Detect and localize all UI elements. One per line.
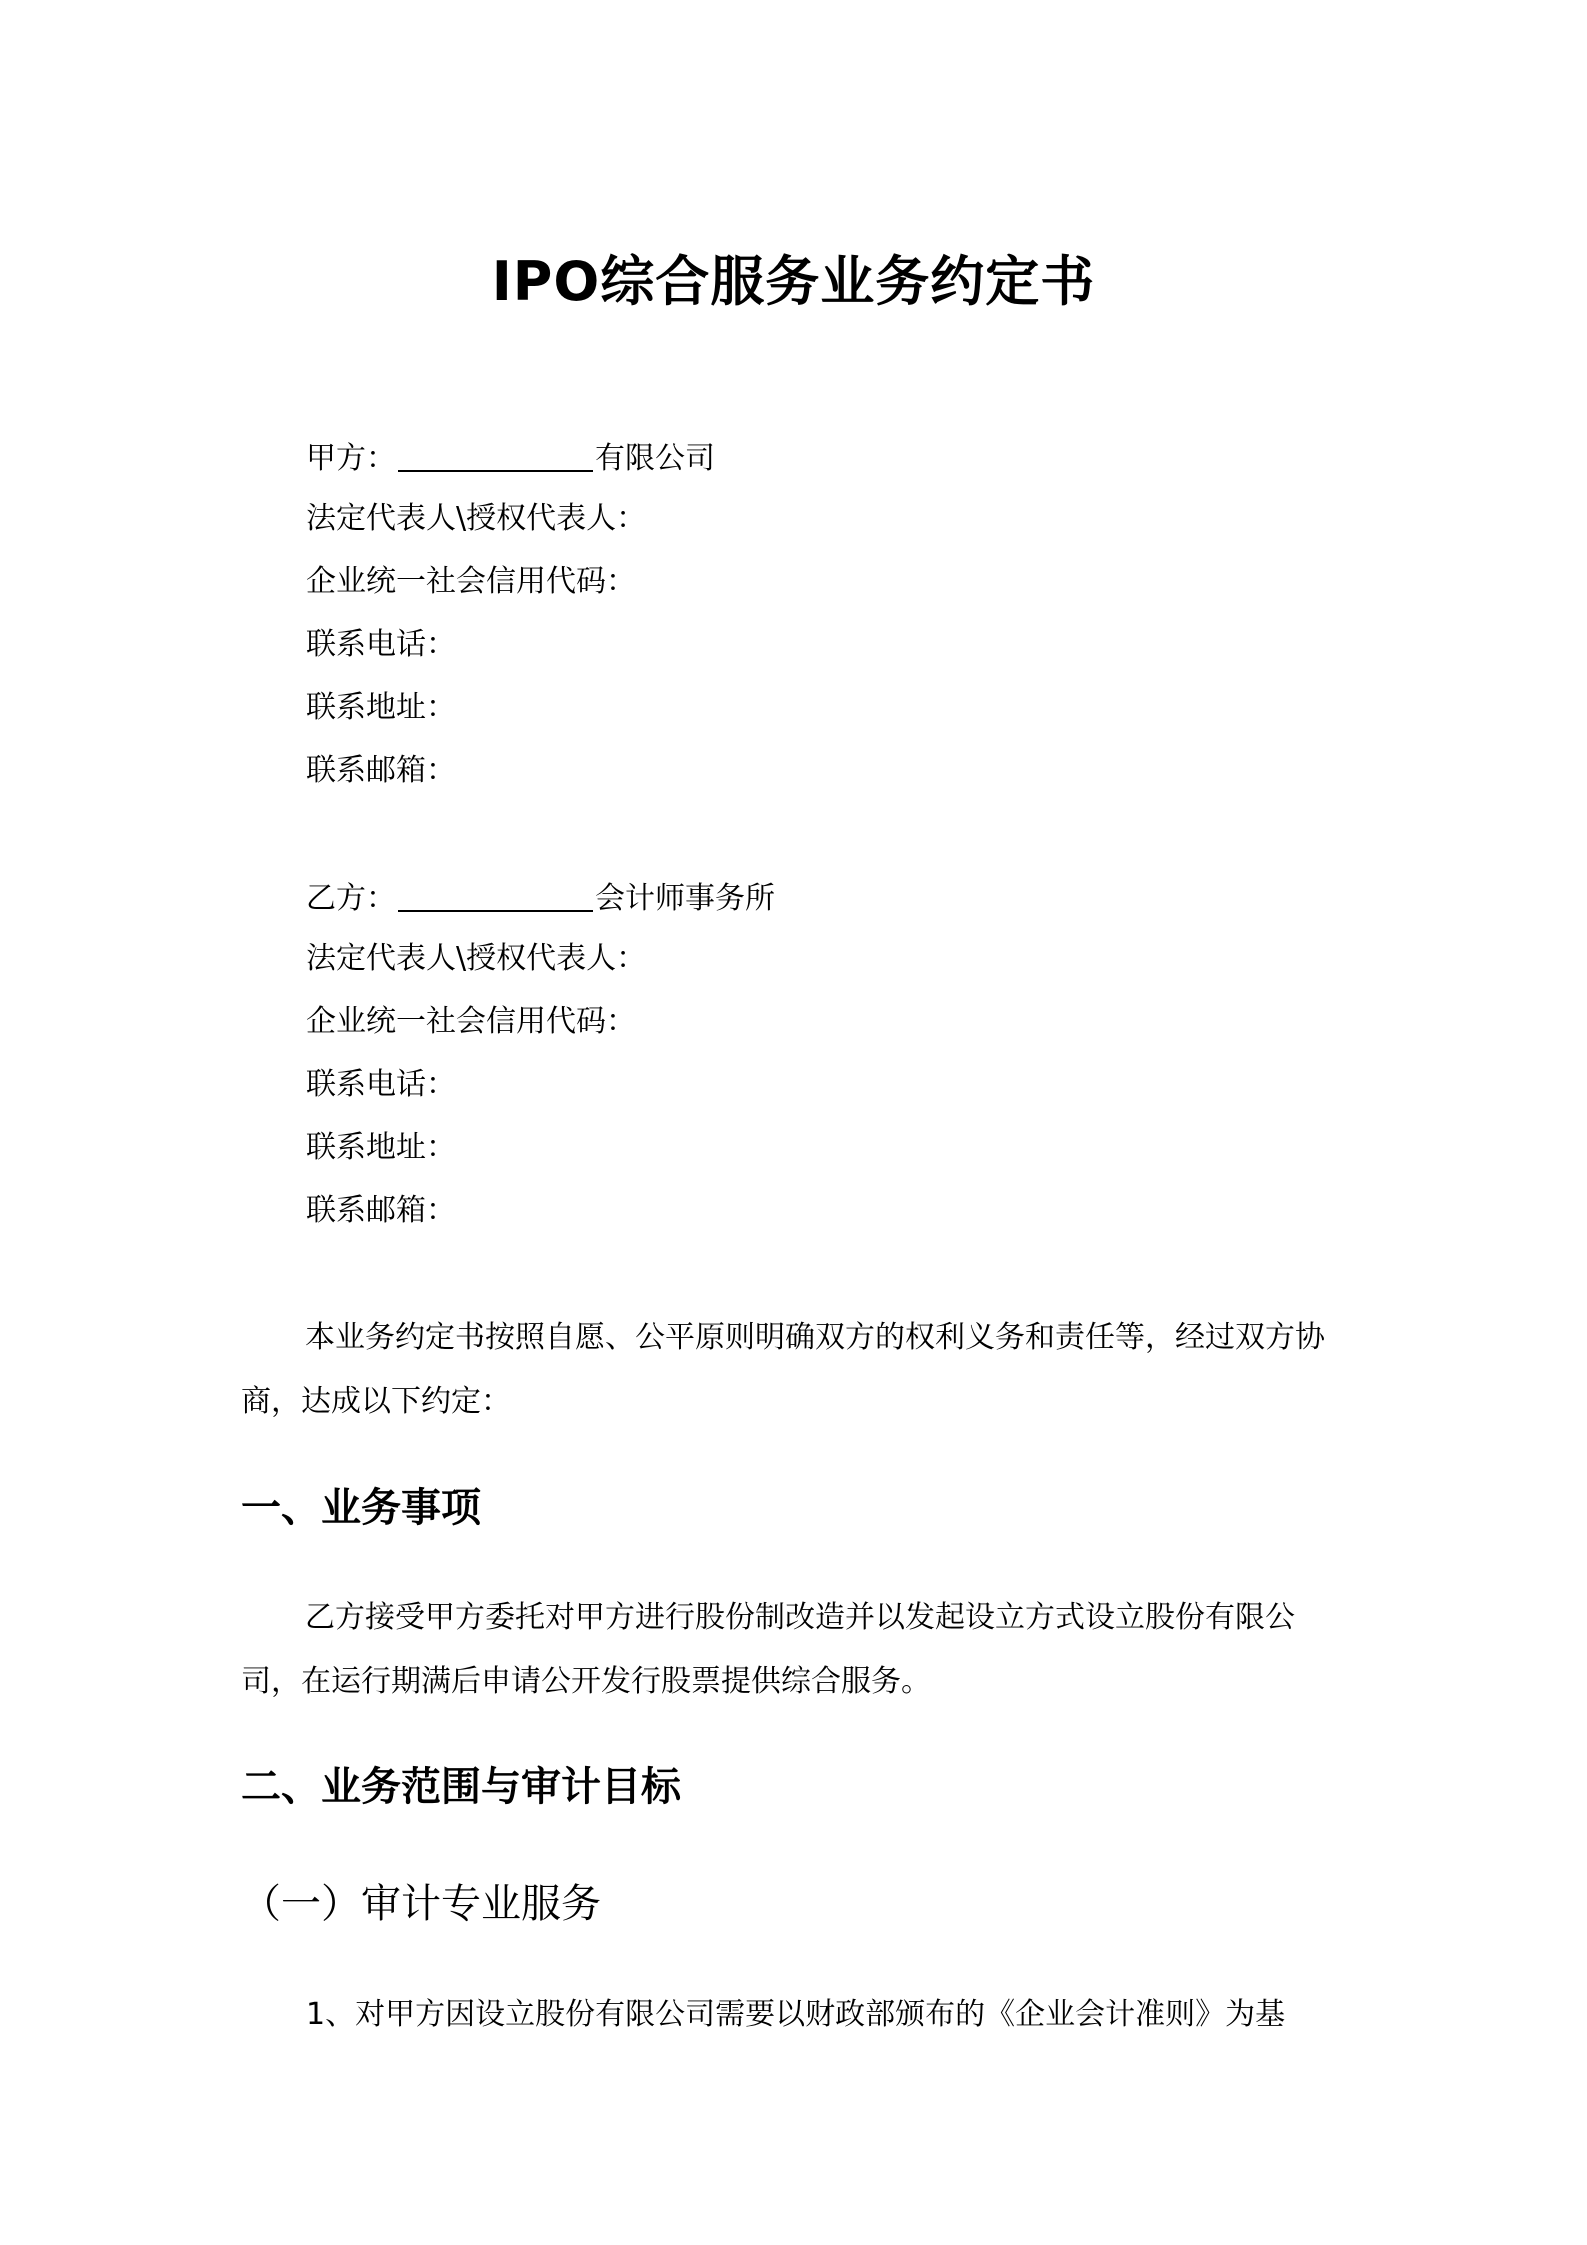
party-a-phone: 联系电话： xyxy=(306,627,456,662)
party-b-email: 联系邮箱： xyxy=(306,1193,456,1228)
section-2-item-1: 1、对甲方因设立股份有限公司需要以财政部颁布的《企业会计准则》为基 xyxy=(306,1997,1286,2032)
party-b-representative: 法定代表人\授权代表人： xyxy=(306,941,647,976)
party-a-representative: 法定代表人\授权代表人： xyxy=(306,501,647,536)
party-a-credit-code: 企业统一社会信用代码： xyxy=(306,564,636,599)
intro-paragraph: 本业务约定书按照自愿、公平原则明确双方的权利义务和责任等，经过双方协商，达成以下约定： xyxy=(241,1320,1325,1419)
party-a-suffix: 有限公司 xyxy=(595,441,715,476)
party-a-prefix: 甲方： xyxy=(306,441,396,476)
party-a-blank xyxy=(398,438,593,472)
document-title: IPO综合服务业务约定书 xyxy=(491,250,1096,313)
party-b-blank xyxy=(398,878,593,912)
party-a-name-line xyxy=(306,438,715,477)
party-b-name-line xyxy=(306,878,775,917)
party-b-credit-code: 企业统一社会信用代码： xyxy=(306,1004,636,1039)
section-1-body: 乙方接受甲方委托对甲方进行股份制改造并以发起设立方式设立股份有限公司，在运行期满后申请公开发行股票提供综合服务。 xyxy=(241,1600,1295,1699)
party-a-address: 联系地址： xyxy=(306,690,456,725)
party-b-suffix: 会计师事务所 xyxy=(595,881,775,916)
party-b-phone: 联系电话： xyxy=(306,1067,456,1102)
section-2-subheading: （一）审计专业服务 xyxy=(241,1881,601,1927)
party-a-email: 联系邮箱： xyxy=(306,753,456,788)
party-b-prefix: 乙方： xyxy=(306,881,396,916)
section-1-heading: 一、业务事项 xyxy=(241,1485,481,1531)
section-2-heading: 二、业务范围与审计目标 xyxy=(241,1764,681,1810)
party-b-address: 联系地址： xyxy=(306,1130,456,1165)
